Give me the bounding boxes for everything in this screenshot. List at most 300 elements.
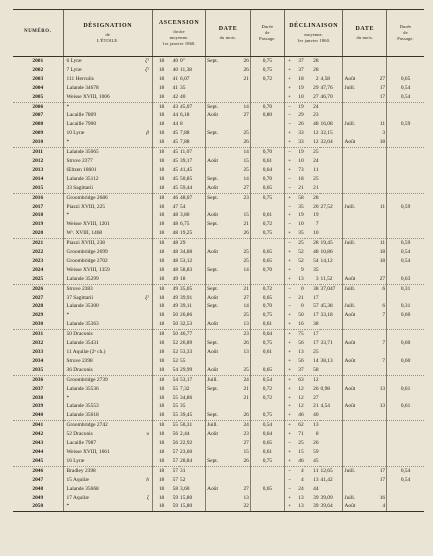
cell-bm: Août [343, 75, 369, 84]
table-row [13, 257, 424, 266]
cell-as [320, 421, 343, 430]
cell-bd [369, 66, 387, 75]
cell-bm [343, 102, 369, 111]
cell-dur: 0,64 [250, 430, 284, 439]
cell-sg: + [284, 129, 294, 138]
cell-as: 32,15 [320, 130, 333, 137]
cell-sg: + [284, 266, 294, 275]
cell-bd [369, 439, 387, 448]
cell-sg: + [284, 394, 294, 403]
cell-m: 55 [172, 403, 179, 410]
cell-bm [343, 111, 369, 120]
cell-h: 18 [152, 394, 165, 403]
cell-as [320, 430, 343, 439]
cell-name [63, 385, 152, 394]
cell-bm: Juill. [343, 120, 369, 129]
cell-s: 46,77 [180, 331, 193, 338]
cell-m: 55 [172, 394, 179, 401]
cell-dm [206, 75, 232, 84]
cell-dd: 25 [243, 130, 249, 137]
cell-deg: 33 [298, 130, 304, 137]
star-name: * [66, 139, 70, 146]
header-numero: NUMÉRO. [13, 10, 63, 57]
cell-m: 48 [172, 266, 179, 273]
cell-dur: 0,72 [250, 75, 284, 84]
cell-num: 2022 [32, 249, 44, 256]
cell-deg: 35 [294, 229, 305, 238]
cell-bm [343, 257, 369, 266]
table-row [13, 166, 424, 175]
cell-deg: 63 [298, 376, 304, 383]
cell-am: 59 [313, 448, 319, 455]
cell-bd [369, 485, 387, 494]
cell-bd: 7 [382, 312, 386, 319]
cell-num: 2001 [32, 58, 44, 64]
cell-bd: 7 [382, 357, 386, 364]
cell-bd: 16 [379, 494, 386, 501]
cell-dur: 0,75 [250, 229, 284, 238]
cell-bd: 11 [379, 121, 386, 128]
table-row [13, 320, 424, 329]
star-symbol: ζ [146, 494, 149, 501]
cell-dm: Sept. [206, 385, 232, 394]
cell-am: 39 [313, 494, 319, 501]
cell-bd: 18 [379, 249, 386, 256]
cell-dd: 14 [243, 149, 249, 156]
cell-as: 41,42 [320, 476, 333, 483]
cell-deg: 18 [298, 75, 304, 82]
cell-name [63, 239, 152, 248]
cell-bd [369, 211, 387, 220]
cell-am: 26 [313, 440, 319, 447]
cell-h: 18 [152, 257, 165, 266]
star-name: 17 Aquilæ [66, 494, 89, 501]
cell-dd: 26 [243, 66, 249, 73]
cell-name [63, 75, 152, 84]
cell-dur [250, 120, 284, 129]
cell-h: 18 [152, 193, 165, 202]
cell-h: 18 [152, 111, 165, 120]
cell-bm: Août [343, 402, 369, 411]
cell-dd: 26 [231, 229, 250, 238]
table-row [13, 476, 424, 485]
cell-name [63, 366, 152, 375]
table-row [13, 111, 424, 120]
star-name: 37 Sagittarii [66, 294, 94, 301]
cell-d2 [387, 411, 424, 420]
cell-bd: 17 [369, 93, 387, 102]
cell-name [63, 57, 152, 66]
cell-sg: − [284, 148, 294, 157]
cell-dd: 21 [243, 394, 249, 401]
cell-bm: Juill. [343, 466, 369, 475]
cell-name [63, 466, 152, 475]
cell-name [63, 111, 152, 120]
cell-sg: + [284, 193, 294, 202]
cell-s: 39,45 [179, 411, 206, 420]
cell-name [63, 402, 152, 411]
cell-sg: + [284, 448, 294, 457]
cell-am: 57 [313, 303, 319, 310]
cell-h: 18 [152, 148, 165, 157]
cell-s: 19,25 [179, 229, 206, 238]
cell-h: 18 [152, 339, 165, 348]
cell-h: 18 [152, 385, 165, 394]
cell-d2 [387, 502, 424, 511]
cell-deg: 37 [298, 66, 304, 73]
cell-bd [369, 330, 387, 339]
cell-bm [343, 184, 369, 193]
cell-dur: 0,65 [250, 366, 284, 375]
cell-dd: 25 [243, 257, 249, 264]
cell-bd: 18 [369, 138, 387, 147]
cell-h: 18 [152, 411, 165, 420]
cell-s: 3,80 [180, 212, 190, 219]
cell-sg: + [284, 357, 294, 366]
cell-h: 18 [152, 166, 165, 175]
cell-am: 12 [313, 376, 319, 383]
cell-sg: + [284, 248, 294, 257]
cell-h: 18 [152, 248, 165, 257]
cell-name [63, 129, 152, 138]
cell-dur: 0,64 [250, 166, 284, 175]
cell-bd: 13 [379, 385, 386, 392]
cell-dur [250, 93, 284, 102]
cell-bm [343, 375, 369, 384]
star-symbol: υ [146, 431, 149, 438]
cell-num: 2035 [13, 366, 63, 375]
cell-am: 17 [313, 312, 319, 319]
cell-dm: Sept. [206, 411, 232, 420]
cell-as: 38,13 [320, 357, 333, 364]
cell-num: 2009 [32, 130, 44, 137]
cell-sg: + [284, 339, 294, 348]
cell-am: 25 [313, 149, 319, 156]
cell-dur [250, 84, 284, 93]
cell-dm: Sept. [206, 193, 232, 202]
cell-bd [369, 166, 387, 175]
cell-bd: 13 [379, 403, 386, 410]
cell-m: 48 [172, 212, 179, 219]
cell-name [63, 302, 152, 311]
cell-bm [343, 220, 369, 229]
cell-dd: 27 [243, 440, 249, 447]
cell-as [320, 157, 343, 166]
cell-h: 18 [152, 184, 165, 193]
cell-am: 44 [313, 485, 319, 492]
cell-m: 45 [165, 184, 179, 193]
cell-as: 37,047 [320, 285, 336, 292]
cell-dd [231, 476, 250, 485]
cell-dur: 0,75 [250, 57, 284, 66]
cell-dd: 26 [231, 411, 250, 420]
cell-m: 57 [172, 467, 179, 474]
cell-sg: + [284, 502, 294, 511]
cell-m: 57 [165, 457, 179, 466]
cell-d2 [387, 448, 424, 457]
cell-dd: 13 [231, 320, 250, 329]
cell-h: 18 [152, 439, 165, 448]
cell-h: 18 [152, 57, 165, 66]
cell-bd [369, 448, 387, 457]
cell-deg: 37 [294, 366, 305, 375]
cell-name [63, 229, 152, 238]
cell-deg: 13 [298, 349, 304, 355]
cell-name [63, 502, 152, 511]
cell-num: 2029 [32, 312, 44, 319]
cell-num: 2050 [13, 502, 63, 511]
cell-num: 2031 [32, 331, 44, 338]
cell-dm: Août [206, 294, 232, 303]
cell-m: 40 [172, 66, 179, 73]
star-name: Lacaille 7900 [66, 121, 97, 128]
cell-dd [231, 357, 250, 366]
cell-s: 52 [180, 476, 186, 483]
cell-am: 8 [315, 431, 319, 438]
cell-m: 46 [172, 194, 179, 201]
cell-bd [369, 175, 387, 184]
cell-deg: 50 [298, 312, 304, 319]
cell-sg: + [284, 75, 294, 84]
cell-deg: 13 [294, 275, 305, 284]
cell-as [320, 330, 343, 339]
cell-dm [206, 476, 232, 485]
cell-m: 50 [165, 320, 179, 329]
cell-num: 2008 [32, 121, 44, 128]
cell-bm [343, 157, 369, 166]
star-name: 15 Aquilæ [66, 476, 89, 483]
cell-bm [343, 421, 369, 430]
cell-dm [206, 502, 232, 511]
cell-dd: 14 [243, 266, 249, 273]
cell-num: 2018 [32, 212, 44, 219]
cell-bd: 17 [379, 476, 386, 483]
cell-m: 41 [172, 84, 179, 91]
cell-am: 28 [313, 240, 319, 247]
cell-dm [206, 257, 232, 266]
cell-sg: + [284, 84, 294, 93]
cell-name [63, 485, 152, 494]
cell-d2 [387, 157, 424, 166]
cell-deg: 15 [298, 448, 304, 455]
cell-am: 12 [313, 130, 319, 137]
cell-dm [206, 148, 232, 157]
star-name: 50 Draconis [66, 331, 93, 338]
cell-bd [369, 394, 387, 403]
cell-am: 13 [313, 476, 319, 483]
cell-dd: 27 [243, 294, 249, 301]
cell-name [63, 275, 152, 284]
cell-m: 45 [165, 138, 179, 147]
cell-dur: 0,65 [250, 485, 284, 494]
cell-h: 18 [152, 485, 165, 494]
header-declinaison: DÉCLINAISON moyenne. 1er janvier 1860. [284, 10, 343, 57]
cell-am: 25 [313, 349, 319, 355]
cell-dur [250, 129, 284, 138]
cell-m: 48 [172, 257, 179, 264]
cell-h: 18 [152, 175, 165, 184]
cell-num: 2044 [32, 448, 44, 455]
cell-dur: 0,70 [250, 302, 284, 311]
cell-deg: 0 [300, 285, 304, 292]
cell-d2 [387, 330, 424, 339]
cell-num: 2040 [13, 411, 63, 420]
cell-h: 18 [152, 102, 165, 111]
cell-num: 2030 [13, 320, 63, 329]
cell-as [320, 229, 343, 238]
cell-h: 18 [152, 302, 165, 311]
cell-s: 41,45 [180, 166, 193, 173]
cell-sg: + [284, 375, 294, 384]
cell-dur: 0,61 [250, 211, 284, 220]
cell-s: 40 [179, 93, 206, 102]
cell-dur: 0,61 [250, 448, 284, 457]
cell-deg: 58 [298, 194, 304, 201]
cell-am: 29 [313, 84, 319, 91]
cell-d2 [387, 294, 424, 303]
star-name: 10 Lyræ [66, 130, 85, 137]
cell-dd: 23 [243, 194, 249, 201]
cell-deg: 18 [298, 175, 304, 182]
cell-bm [343, 411, 369, 420]
cell-name [63, 102, 152, 111]
cell-dd: 21 [243, 285, 249, 292]
table-header [13, 10, 424, 57]
cell-h: 18 [152, 311, 165, 320]
cell-name [63, 193, 152, 202]
cell-name [63, 375, 152, 384]
cell-sg: + [284, 66, 294, 75]
cell-dur: 0,54 [250, 421, 284, 430]
cell-dm: Août [206, 366, 232, 375]
cell-d2 [387, 138, 424, 147]
cell-d2 [387, 348, 424, 357]
cell-dm [206, 311, 232, 320]
header-designation: DÉSIGNATION de L'ÉTOILE. [63, 10, 152, 57]
cell-dur [250, 275, 284, 284]
star-symbol: ζ² [145, 66, 149, 73]
cell-num: 2042 [32, 431, 44, 438]
cell-deg: 37 [298, 58, 304, 64]
cell-d2: 0,60 [387, 357, 424, 366]
cell-bm [343, 366, 369, 375]
cell-dm [206, 203, 232, 212]
cell-name [63, 220, 152, 229]
cell-d2 [387, 102, 424, 111]
cell-m: 55 [165, 411, 179, 420]
cell-s: 15,80 [180, 494, 193, 501]
cell-num: 2010 [13, 138, 63, 147]
table-row [13, 494, 424, 503]
cell-m: 48 [172, 240, 179, 247]
cell-s: 2,44 [180, 431, 190, 438]
table-row [13, 411, 424, 420]
cell-d2 [387, 129, 424, 138]
table-row [13, 239, 424, 248]
cell-bd: 11 [379, 203, 386, 210]
cell-bd: 27 [369, 275, 387, 284]
cell-name [63, 311, 152, 320]
cell-m: 52 [172, 340, 179, 347]
cell-am: 17 [313, 331, 319, 338]
cell-s: 15,80 [179, 502, 206, 511]
star-symbol: β [146, 130, 149, 137]
cell-bm: Août [343, 275, 369, 284]
cell-m: 55 [172, 385, 179, 392]
cell-s: 31 [180, 467, 186, 474]
cell-deg: 16 [294, 320, 305, 329]
cell-num: 2032 [32, 340, 44, 347]
cell-bd: 6 [382, 303, 386, 310]
star-name: 7 Lyræ [66, 66, 82, 73]
table-row [13, 275, 424, 284]
cell-s: 39,11 [180, 303, 192, 310]
table-row [13, 485, 424, 494]
cell-m: 59 [165, 502, 179, 511]
cell-bd [369, 348, 387, 357]
cell-s: 26,86 [180, 312, 193, 319]
star-name: Groombridge 2742 [66, 422, 108, 429]
cell-bd: 7 [382, 340, 386, 347]
cell-dd: 26 [243, 58, 249, 64]
star-name: 11 Aquilæ (2ᵉ ch.) [66, 349, 106, 355]
cell-am: 24 [313, 157, 319, 164]
cell-as: 45,38 [320, 303, 333, 310]
cell-dur [250, 203, 284, 212]
cell-dur: 0,65 [250, 294, 284, 303]
cell-s: 6,18 [180, 112, 190, 119]
cell-s: 34,86 [180, 394, 193, 401]
cell-as [320, 320, 343, 329]
cell-am: 39 [305, 502, 320, 511]
cell-s: 58,83 [180, 266, 193, 273]
cell-dm [206, 84, 232, 93]
cell-bd [369, 148, 387, 157]
star-name: Weisse XVIII, 1201 [66, 221, 110, 228]
cell-deg: 24 [298, 485, 304, 492]
cell-d2: 0,65 [387, 75, 424, 84]
star-name: Piazzi XVIII, 225 [66, 203, 106, 210]
cell-am: 21 [305, 184, 320, 193]
cell-bm [343, 229, 369, 238]
cell-name [63, 284, 152, 293]
cell-sg: + [284, 166, 294, 175]
cell-h: 18 [152, 502, 165, 511]
cell-num: 2021 [32, 240, 44, 247]
cell-dd [231, 93, 250, 102]
cell-d2: 0,54 [387, 466, 424, 475]
cell-deg: 19 [298, 103, 304, 110]
cell-dm: Août [206, 348, 232, 357]
cell-dd [231, 466, 250, 475]
header-duree-1: Durée de Passage. [250, 10, 284, 57]
cell-dur [250, 239, 284, 248]
cell-bm [343, 348, 369, 357]
cell-num: 2017 [32, 203, 44, 210]
cell-bm [343, 266, 369, 275]
cell-as [320, 485, 343, 494]
star-name: Œltzen 18601 [66, 166, 97, 173]
cell-bm [343, 330, 369, 339]
cell-name [63, 430, 152, 439]
cell-s: 35,05 [180, 285, 193, 292]
cell-d2 [387, 57, 424, 66]
cell-bm: Août [343, 339, 369, 348]
cell-m: 49 [165, 275, 179, 284]
cell-dur: 0,64 [250, 330, 284, 339]
star-name: Wˢ. XVIII, 1468 [66, 230, 103, 237]
cell-s: 35 [180, 403, 186, 410]
